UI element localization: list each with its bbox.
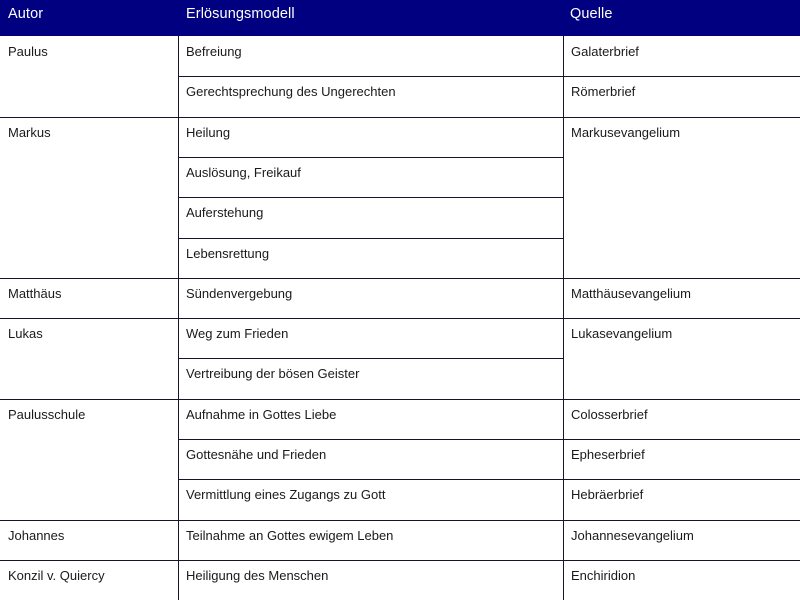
row-divider-quelle-1 xyxy=(563,76,800,77)
row-divider-autor-12 xyxy=(0,520,178,521)
row-divider-quelle-12 xyxy=(563,520,800,521)
cell-erloesungsmodell-7: Weg zum Frieden xyxy=(186,326,289,341)
row-divider-modell-1 xyxy=(178,76,563,77)
cell-erloesungsmodell-13: Heiligung des Menschen xyxy=(186,568,329,583)
cell-autor-2: Markus xyxy=(8,125,51,140)
row-divider-quelle-10 xyxy=(563,439,800,440)
row-divider-quelle-13 xyxy=(563,560,800,561)
cell-autor-6: Matthäus xyxy=(8,286,62,301)
row-divider-autor-9 xyxy=(0,399,178,400)
cell-erloesungsmodell-9: Aufnahme in Gottes Liebe xyxy=(186,407,337,422)
row-divider-modell-6 xyxy=(178,278,563,279)
row-divider-autor-6 xyxy=(0,278,178,279)
cell-quelle-1: Römerbrief xyxy=(571,84,636,99)
cell-erloesungsmodell-8: Vertreibung der bösen Geister xyxy=(186,366,360,381)
cell-autor-0: Paulus xyxy=(8,44,48,59)
row-divider-modell-5 xyxy=(178,238,563,239)
cell-quelle-0: Galaterbrief xyxy=(571,44,639,59)
cell-erloesungsmodell-10: Gottesnähe und Frieden xyxy=(186,447,327,462)
row-divider-autor-7 xyxy=(0,318,178,319)
cell-quelle-2: Markusevangelium xyxy=(571,125,681,140)
cell-quelle-9: Colosserbrief xyxy=(571,407,648,422)
cell-erloesungsmodell-4: Auferstehung xyxy=(186,205,264,220)
row-divider-modell-4 xyxy=(178,197,563,198)
cell-quelle-11: Hebräerbrief xyxy=(571,487,644,502)
cell-erloesungsmodell-0: Befreiung xyxy=(186,44,242,59)
row-divider-modell-11 xyxy=(178,479,563,480)
cell-quelle-13: Enchiridion xyxy=(571,568,636,583)
row-divider-modell-12 xyxy=(178,520,563,521)
cell-erloesungsmodell-5: Lebensrettung xyxy=(186,246,270,261)
cell-quelle-6: Matthäusevangelium xyxy=(571,286,691,301)
row-divider-modell-8 xyxy=(178,358,563,359)
cell-autor-12: Johannes xyxy=(8,528,65,543)
row-divider-quelle-9 xyxy=(563,399,800,400)
row-divider-modell-7 xyxy=(178,318,563,319)
cell-erloesungsmodell-6: Sündenvergebung xyxy=(186,286,293,301)
row-divider-modell-10 xyxy=(178,439,563,440)
table-grid xyxy=(0,36,800,600)
column-header-erloesungsmodell: Erlösungsmodell xyxy=(186,6,295,22)
cell-quelle-12: Johannesevangelium xyxy=(571,528,694,543)
cell-erloesungsmodell-3: Auslösung, Freikauf xyxy=(186,165,301,180)
cell-quelle-10: Epheserbrief xyxy=(571,447,645,462)
cell-autor-9: Paulusschule xyxy=(8,407,86,422)
column-header-quelle: Quelle xyxy=(570,6,613,22)
column-header-autor: Autor xyxy=(8,6,44,22)
row-divider-quelle-11 xyxy=(563,479,800,480)
table-header-band xyxy=(0,0,800,36)
cell-quelle-7: Lukasevangelium xyxy=(571,326,673,341)
row-divider-autor-2 xyxy=(0,117,178,118)
row-divider-quelle-7 xyxy=(563,318,800,319)
cell-erloesungsmodell-12: Teilnahme an Gottes ewigem Leben xyxy=(186,528,394,543)
row-divider-quelle-6 xyxy=(563,278,800,279)
cell-autor-7: Lukas xyxy=(8,326,43,341)
row-divider-modell-2 xyxy=(178,117,563,118)
row-divider-modell-9 xyxy=(178,399,563,400)
cell-autor-13: Konzil v. Quiercy xyxy=(8,568,105,583)
row-divider-autor-13 xyxy=(0,560,178,561)
cell-erloesungsmodell-2: Heilung xyxy=(186,125,231,140)
row-divider-quelle-2 xyxy=(563,117,800,118)
cell-erloesungsmodell-1: Gerechtsprechung des Ungerechten xyxy=(186,84,396,99)
row-divider-modell-13 xyxy=(178,560,563,561)
cell-erloesungsmodell-11: Vermittlung eines Zugangs zu Gott xyxy=(186,487,386,502)
row-divider-modell-3 xyxy=(178,157,563,158)
